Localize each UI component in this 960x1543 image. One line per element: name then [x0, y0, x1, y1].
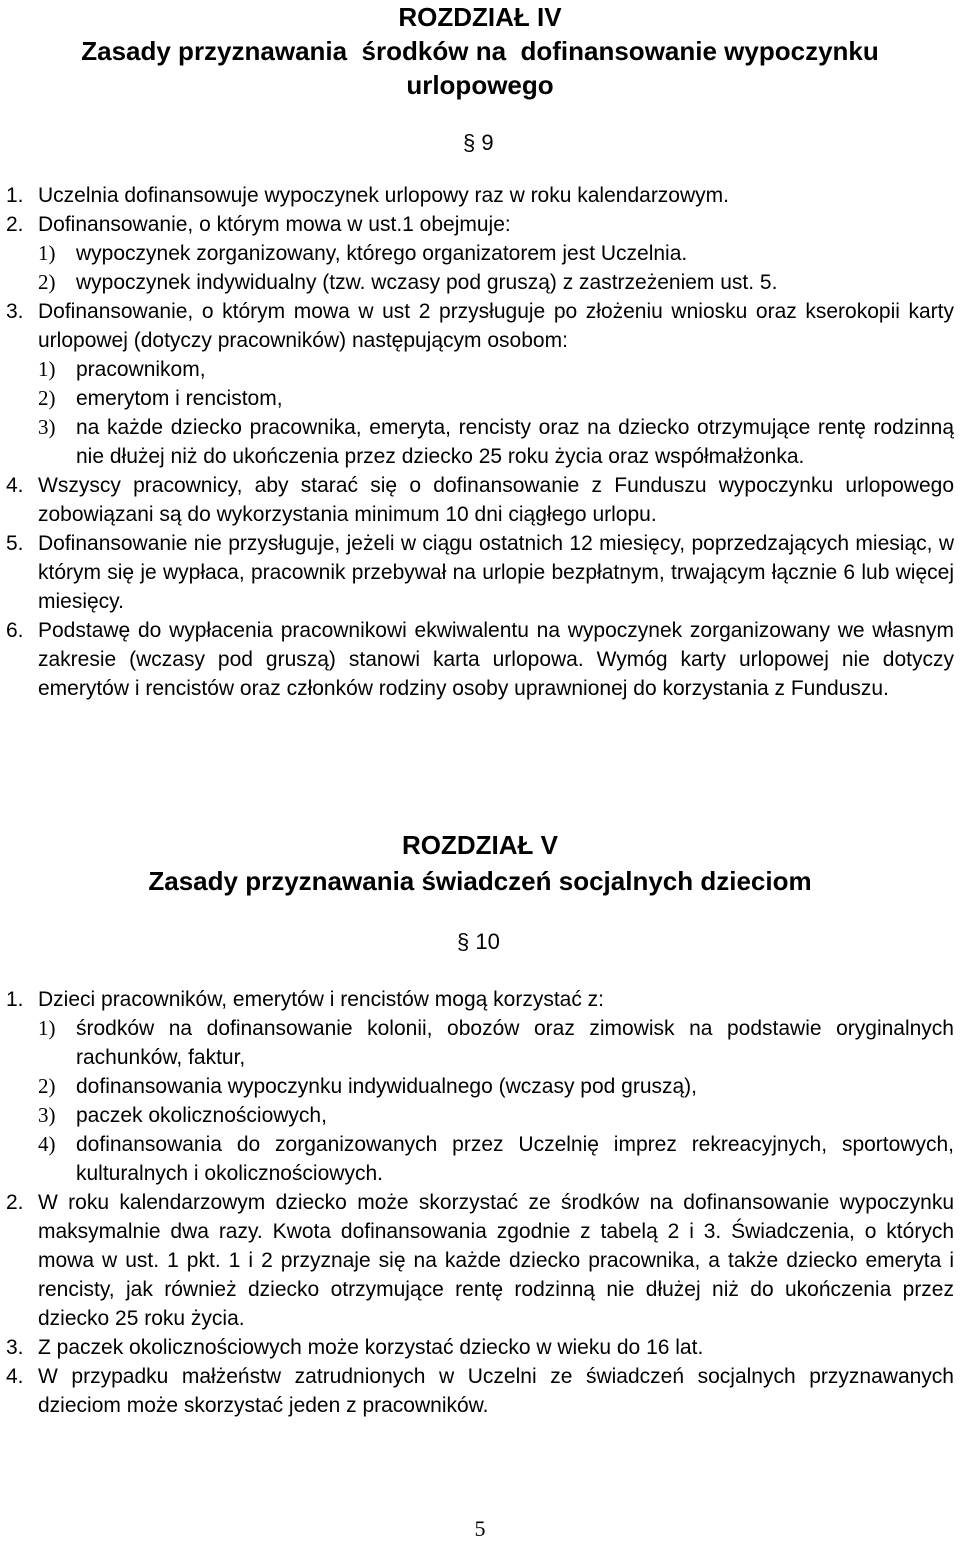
chapter-4-title-line1: Zasady przyznawania środków na dofinansowanie wypoczynku — [81, 36, 879, 66]
sub-item-number: 2) — [38, 270, 56, 294]
sub-item-text: na każde dziecko pracownika, emeryta, rencisty oraz na dziecko otrzymujące rentę rodzinną nie dłużej niż do ukończenia przez dziecko 25 roku życia oraz współmałżonka. — [76, 416, 954, 468]
sub-item-number: 1) — [38, 1016, 56, 1040]
item-text: Dofinansowanie nie przysługuje, jeżeli w ciągu ostatnich 12 miesięcy, poprzedzających miesiąc, w którym się je wypłaca, pracownik przebywał na urlopie bezpłatnym, trwającym łącznie 6 lub więcej miesięcy. — [38, 532, 954, 613]
sub-item-number: 3) — [38, 1103, 56, 1127]
chapter-5-header — [0, 828, 960, 898]
chapter-5-title: Zasady przyznawania świadczeń socjalnych dzieciom — [148, 866, 812, 896]
sub-item-number: 4) — [38, 1132, 56, 1156]
sub-item-number: 1) — [38, 357, 56, 381]
sub-item — [38, 239, 954, 268]
item-text: W przypadku małżeństw zatrudnionych w Uczelni ze świadczeń socjalnych przyznawanych dzieciom może skorzystać jeden z pracowników. — [38, 1365, 954, 1417]
sub-item-text: środków na dofinansowanie kolonii, obozów oraz zimowisk na podstawie oryginalnych rachunków, faktur, — [76, 1017, 954, 1069]
sub-item-number: 2) — [38, 386, 56, 410]
chapter-5-label: ROZDZIAŁ V — [402, 830, 558, 860]
item-number: 2. — [6, 1191, 24, 1214]
item-text: Dofinansowanie, o którym mowa w ust.1 obejmuje: — [38, 213, 511, 236]
sub-item — [38, 384, 954, 413]
item-text: Dofinansowanie, o którym mowa w ust 2 przysługuje po złożeniu wniosku oraz kserokopii karty urlopowej (dotyczy pracowników) następującym osobom: — [38, 300, 954, 352]
list-item — [6, 985, 954, 1014]
list-item — [6, 471, 954, 529]
chapter-4-header — [0, 0, 960, 102]
sub-item — [38, 413, 954, 471]
sub-item-text: dofinansowania do zorganizowanych przez Uczelnię imprez rekreacyjnych, sportowych, kulturalnych i okolicznościowych. — [76, 1133, 954, 1185]
sub-item-text: emerytom i rencistom, — [76, 387, 283, 410]
item-number: 5. — [6, 532, 24, 555]
sub-item-text: pracownikom, — [76, 358, 206, 381]
list-item — [6, 1362, 954, 1420]
item-number: 3. — [6, 300, 24, 323]
item-number: 1. — [6, 988, 24, 1011]
sub-item-number: 1) — [38, 241, 56, 265]
chapter-4-title-line2: urlopowego — [406, 70, 554, 100]
list-item — [6, 181, 954, 210]
item-number: 1. — [6, 184, 24, 207]
sub-item — [38, 355, 954, 384]
list-item — [6, 1333, 954, 1362]
sub-item-number: 3) — [38, 415, 56, 439]
chapter-4-label: ROZDZIAŁ IV — [398, 2, 562, 32]
item-number: 3. — [6, 1336, 24, 1359]
section-10-mark: § 10 — [457, 929, 500, 954]
sub-item — [38, 1072, 954, 1101]
chapter-4-body — [6, 181, 954, 703]
item-number: 6. — [6, 619, 24, 642]
item-text: Uczelnia dofinansowuje wypoczynek urlopowy raz w roku kalendarzowym. — [38, 184, 729, 207]
chapter-5-body — [6, 985, 954, 1420]
item-number: 4. — [6, 1365, 24, 1388]
sub-item — [38, 268, 954, 297]
item-text: Dzieci pracowników, emerytów i rencistów mogą korzystać z: — [38, 988, 605, 1011]
item-number: 4. — [6, 474, 24, 497]
sub-item-text: paczek okolicznościowych, — [76, 1104, 327, 1127]
list-item — [6, 210, 954, 239]
sub-item — [38, 1130, 954, 1188]
list-item — [6, 1188, 954, 1333]
sub-item — [38, 1014, 954, 1072]
list-item — [6, 616, 954, 703]
item-text: W roku kalendarzowym dziecko może skorzystać ze środków na dofinansowanie wypoczynku maksymalnie dwa razy. Kwota dofinansowania zgodnie z tabelą 2 i 3. Świadczenia, o których mowa w ust. 1 pkt. 1 i 2 przyznaje się na każde dziecko pracownika, a także dziecko emeryta i rencisty, jak również dziecko otrzymujące rentę rodzinną nie dłużej niż do ukończenia przez dziecko 25 roku życia. — [38, 1191, 954, 1330]
item-text: Podstawę do wypłacenia pracownikowi ekwiwalentu na wypoczynek zorganizowany we własnym zakresie (wczasy pod gruszą) stanowi karta urlopowa. Wymóg karty urlopowej nie dotyczy emerytów i rencistów oraz członków rodziny osoby uprawnionej do korzystania z Funduszu. — [38, 619, 954, 700]
sub-item-number: 2) — [38, 1074, 56, 1098]
section-9-mark: § 9 — [463, 130, 494, 155]
sub-item-text: wypoczynek indywidualny (tzw. wczasy pod gruszą) z zastrzeżeniem ust. 5. — [76, 271, 778, 294]
item-number: 2. — [6, 213, 24, 236]
item-text: Wszyscy pracownicy, aby starać się o dofinansowanie z Funduszu wypoczynku urlopowego zobowiązani są do wykorzystania minimum 10 dni ciągłego urlopu. — [38, 474, 954, 526]
sub-item-text: dofinansowania wypoczynku indywidualnego (wczasy pod gruszą), — [76, 1075, 698, 1098]
list-item — [6, 297, 954, 355]
page-number: 5 — [474, 1516, 486, 1541]
sub-item-text: wypoczynek zorganizowany, którego organizatorem jest Uczelnia. — [76, 242, 688, 265]
list-item — [6, 529, 954, 616]
sub-item — [38, 1101, 954, 1130]
item-text: Z paczek okolicznościowych może korzystać dziecko w wieku do 16 lat. — [38, 1336, 704, 1359]
